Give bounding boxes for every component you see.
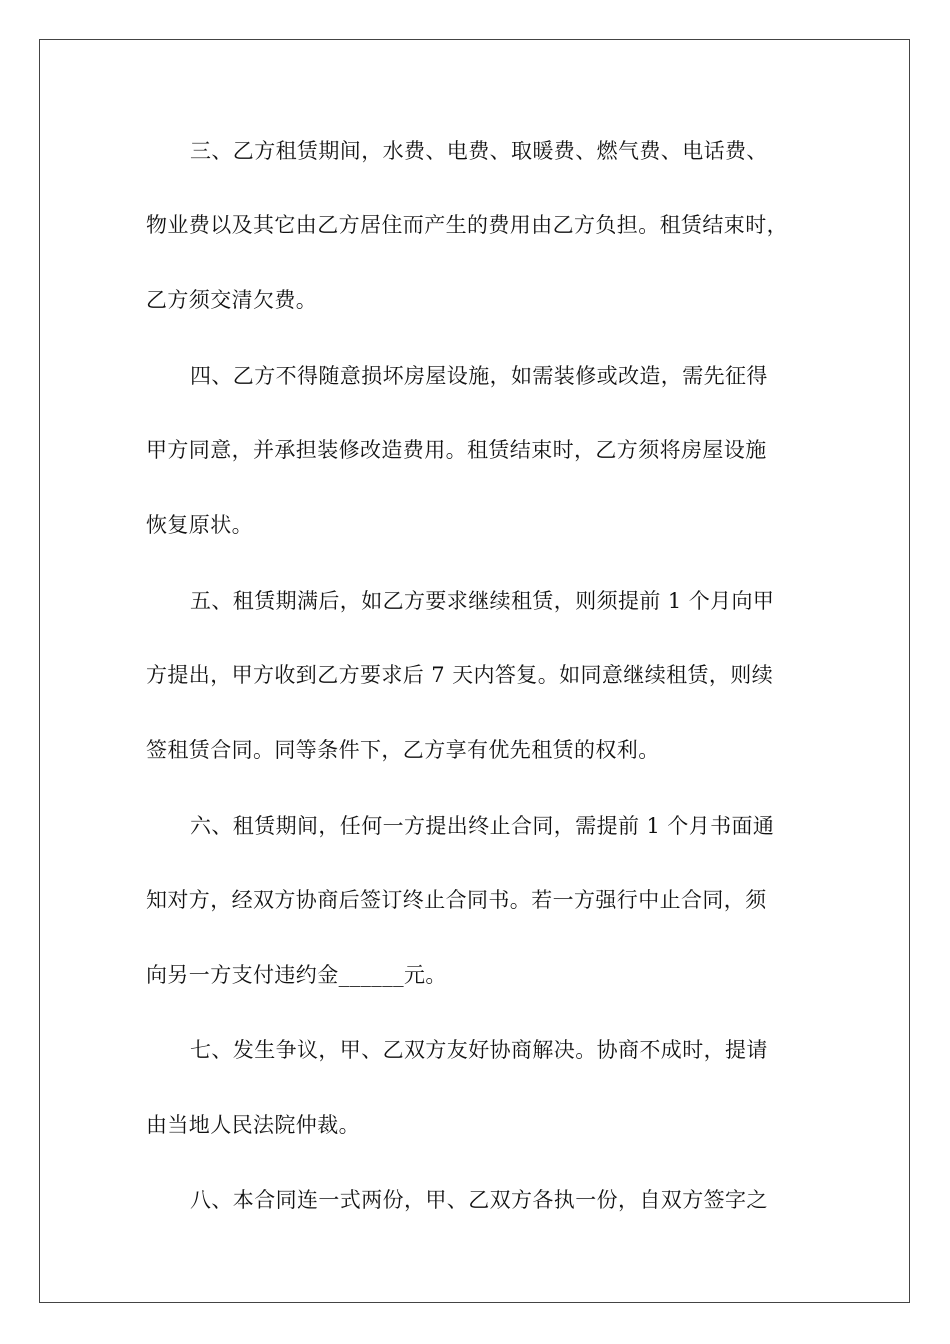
- clause-7-line-2: 由当地人民法院仲裁。: [146, 1113, 360, 1137]
- clause-6-line-2: 知对方，经双方协商后签订终止合同书。若一方强行中止合同，须: [146, 888, 767, 912]
- clause-5-line-3: 签租赁合同。同等条件下，乙方享有优先租赁的权利。: [146, 738, 660, 762]
- clause-5-line-1: 五、租赁期满后，如乙方要求继续租赁，则须提前 1 个月向甲: [190, 589, 775, 613]
- clause-3-line-1: 三、乙方租赁期间，水费、电费、取暖费、燃气费、电话费、: [190, 139, 768, 163]
- clause-8-line-1: 八、本合同连一式两份，甲、乙双方各执一份，自双方签字之: [190, 1188, 768, 1212]
- clause-4-line-1: 四、乙方不得随意损坏房屋设施，如需装修或改造，需先征得: [190, 364, 768, 388]
- clause-6-line-3: 向另一方支付违约金______元。: [146, 963, 447, 987]
- clause-6-line-1: 六、租赁期间，任何一方提出终止合同，需提前 1 个月书面通: [190, 814, 775, 838]
- clause-4-line-2: 甲方同意，并承担装修改造费用。租赁结束时，乙方须将房屋设施: [146, 438, 767, 462]
- clause-3-line-2: 物业费以及其它由乙方居住而产生的费用由乙方负担。租赁结束时，: [146, 213, 788, 237]
- clause-5-line-2: 方提出，甲方收到乙方要求后 7 天内答复。如同意继续租赁，则续: [146, 663, 774, 687]
- clause-4-line-3: 恢复原状。: [146, 513, 253, 537]
- clause-3-line-3: 乙方须交清欠费。: [146, 288, 318, 312]
- clause-7-line-1: 七、发生争议，甲、乙双方友好协商解决。协商不成时，提请: [190, 1038, 768, 1062]
